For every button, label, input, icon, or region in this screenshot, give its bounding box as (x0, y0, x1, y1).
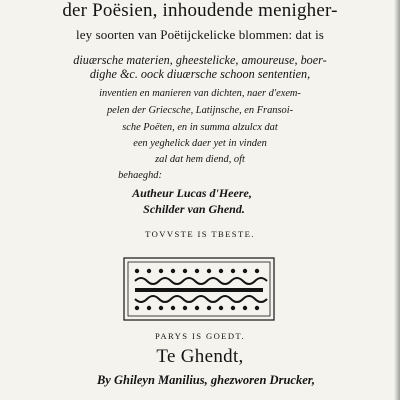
author-role-line: Schilder van Ghend. (143, 202, 245, 216)
author-line: Autheur Lucas d'Heere, (132, 186, 252, 200)
description-line-3: inventien en manieren van dichten, naer d'exem- (99, 88, 301, 99)
imprint-printer-line: By Ghileyn Manilius, ghezworen Drucker, (96, 373, 316, 387)
ornament-row-5 (135, 306, 259, 310)
description-line-2: dighe &c. oock diuærsche schoon sententien, (89, 67, 311, 81)
imprint-motto-line: PARYS IS GOEDT. (154, 331, 245, 341)
imprint-place-line: Te Ghendt, (156, 346, 244, 367)
description-line-4: pelen der Griecsche, Latijnsche, en Fransoi- (106, 105, 294, 116)
printer-ornament (123, 257, 275, 321)
description-line-1: diuærsche materien, gheestelicke, amoureuse, boer- (73, 53, 327, 67)
description-line-7: zal dat hem diend, oft (155, 154, 245, 165)
ornament-row-4 (135, 296, 267, 302)
description-line-8: behaeghd: (118, 170, 162, 181)
motto-line: TOVVSTE IS TBESTE. (145, 229, 255, 239)
description-line-6: een yeghelick daer yet in vinden (133, 138, 267, 149)
title-line-2: ley soorten van Poëtijckelicke blommen: dat is (76, 27, 324, 42)
ornament-row-2 (135, 278, 267, 284)
ornament-row-1 (135, 269, 259, 273)
title-line-1: der Poësien, inhoudende menigher- (62, 0, 338, 21)
ornament-row-3 (135, 288, 263, 292)
description-line-5: sche Poëten, en in summa alzulcx dat (122, 122, 278, 133)
